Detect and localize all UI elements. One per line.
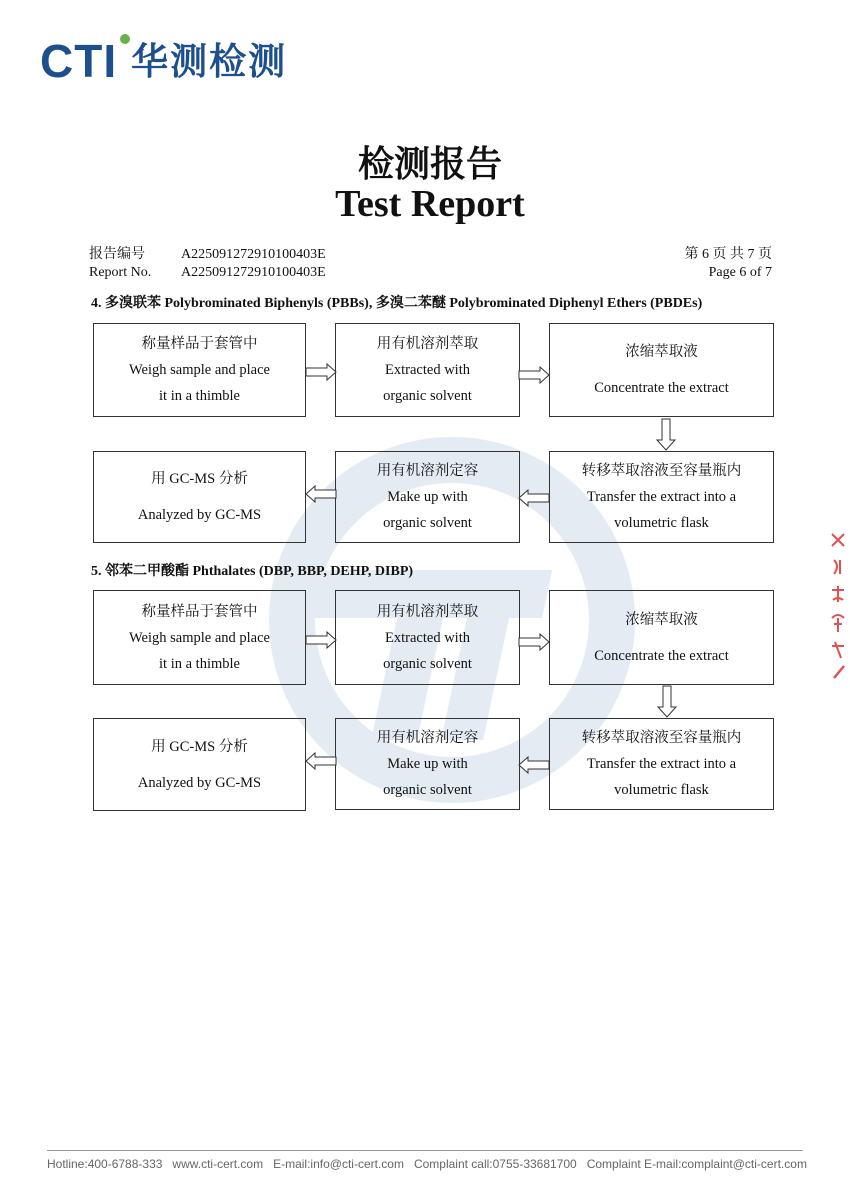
page-indicator-cn: 第 6 页 共 7 页 bbox=[684, 247, 772, 262]
flow-step-transfer bbox=[549, 451, 774, 543]
arrow-left-icon bbox=[305, 485, 337, 503]
arrow-left-icon bbox=[518, 756, 550, 774]
flow-step-weigh-sample bbox=[93, 323, 306, 417]
flow-step-concentrate bbox=[549, 323, 774, 417]
flow-step-make-up bbox=[335, 718, 520, 810]
step-label-en: Weigh sample and place bbox=[129, 629, 270, 646]
logo-chinese-text: 华测检测 bbox=[131, 39, 288, 83]
arrow-right-icon bbox=[305, 631, 337, 649]
arrow-left-icon bbox=[518, 489, 550, 507]
footer-complaint-call: Complaint call:0755-33681700 bbox=[413, 1157, 577, 1171]
step-label-en: volumetric flask bbox=[614, 782, 709, 798]
step-label-en: Transfer the extract into a bbox=[586, 489, 737, 505]
step-label-en: Analyzed by GC-MS bbox=[137, 507, 262, 523]
report-title-english: Test Report bbox=[335, 183, 525, 225]
footer-email[interactable]: E-mail:info@cti-cert.com bbox=[273, 1157, 404, 1171]
step-label-en: organic solvent bbox=[383, 515, 472, 531]
arrow-right-icon bbox=[518, 633, 550, 651]
section-heading-pbb-pbde: 4. 多溴联苯 Polybrominated Biphenyls (PBBs), 多溴二苯醚 Polybrominated Diphenyl Ethers (PBDEs) bbox=[91, 296, 703, 311]
red-seal-stamp-icon bbox=[826, 530, 850, 680]
step-label-en: Extracted with bbox=[385, 362, 470, 378]
footer-website[interactable]: www.cti-cert.com bbox=[172, 1157, 264, 1171]
step-label-cn: 用有机溶剂萃取 bbox=[376, 336, 479, 352]
step-label-en: Weigh sample and place bbox=[129, 362, 270, 378]
arrow-down-icon bbox=[657, 685, 677, 718]
step-label-en: organic solvent bbox=[383, 388, 472, 404]
step-label-cn: 用 GC-MS 分析 bbox=[151, 738, 248, 755]
arrow-down-icon bbox=[656, 418, 676, 451]
arrow-right-icon bbox=[518, 366, 550, 384]
step-label-en: organic solvent bbox=[383, 782, 472, 798]
step-label-en: Extracted with bbox=[385, 629, 470, 646]
step-label-en: it in a thimble bbox=[159, 655, 240, 672]
report-no-value-cn: A225091272910100403E bbox=[181, 247, 326, 262]
step-label-cn: 用有机溶剂定容 bbox=[376, 463, 479, 479]
step-label-en: Make up with bbox=[387, 489, 468, 505]
step-label-cn: 用有机溶剂定容 bbox=[376, 730, 479, 746]
step-label-cn: 用 GC-MS 分析 bbox=[151, 471, 248, 487]
flow-step-make-up bbox=[335, 451, 520, 543]
logo-green-dot bbox=[120, 34, 130, 44]
step-label-cn: 称量样品于套管中 bbox=[141, 603, 258, 620]
flow-step-weigh-sample bbox=[93, 590, 306, 685]
step-label-en: Transfer the extract into a bbox=[586, 756, 737, 772]
arrow-left-icon bbox=[305, 752, 337, 770]
step-label-en: Make up with bbox=[387, 756, 468, 772]
step-label-en: Concentrate the extract bbox=[594, 380, 729, 396]
step-label-cn: 用有机溶剂萃取 bbox=[376, 603, 479, 620]
step-label-cn: 浓缩萃取液 bbox=[625, 611, 698, 628]
page-indicator-en: Page 6 of 7 bbox=[708, 265, 772, 280]
report-no-label-cn: 报告编号 bbox=[89, 247, 145, 262]
footer-hotline: Hotline:400-6788-333 bbox=[47, 1157, 163, 1171]
arrow-right-icon bbox=[305, 363, 337, 381]
section-heading-phthalates: 5. 邻苯二甲酸酯 Phthalates (DBP, BBP, DEHP, DIBP) bbox=[91, 564, 414, 579]
step-label-en: organic solvent bbox=[383, 655, 472, 672]
logo-cti-text: CTI bbox=[40, 35, 118, 87]
flow-step-analyze bbox=[93, 451, 306, 543]
company-logo bbox=[40, 34, 287, 88]
page-footer bbox=[47, 1157, 807, 1171]
step-label-cn: 浓缩萃取液 bbox=[625, 344, 698, 360]
flow-step-extract bbox=[335, 590, 520, 685]
report-meta bbox=[0, 246, 850, 286]
flow-step-transfer bbox=[549, 718, 774, 810]
flow-step-concentrate bbox=[549, 590, 774, 685]
step-label-en: volumetric flask bbox=[614, 515, 709, 531]
report-title-chinese: 检测报告 bbox=[357, 143, 502, 185]
step-label-en: Concentrate the extract bbox=[594, 647, 729, 664]
footer-complaint-email[interactable]: Complaint E-mail:complaint@cti-cert.com bbox=[586, 1157, 807, 1171]
footer-divider bbox=[47, 1150, 803, 1151]
flow-step-analyze bbox=[93, 718, 306, 811]
report-no-label-en: Report No. bbox=[89, 265, 152, 280]
step-label-en: Analyzed by GC-MS bbox=[137, 774, 262, 791]
step-label-en: it in a thimble bbox=[159, 388, 240, 404]
step-label-cn: 转移萃取溶液至容量瓶内 bbox=[581, 730, 742, 746]
flow-step-extract bbox=[335, 323, 520, 417]
step-label-cn: 称量样品于套管中 bbox=[141, 336, 258, 352]
report-no-value-en: A225091272910100403E bbox=[181, 265, 326, 280]
step-label-cn: 转移萃取溶液至容量瓶内 bbox=[581, 463, 742, 479]
